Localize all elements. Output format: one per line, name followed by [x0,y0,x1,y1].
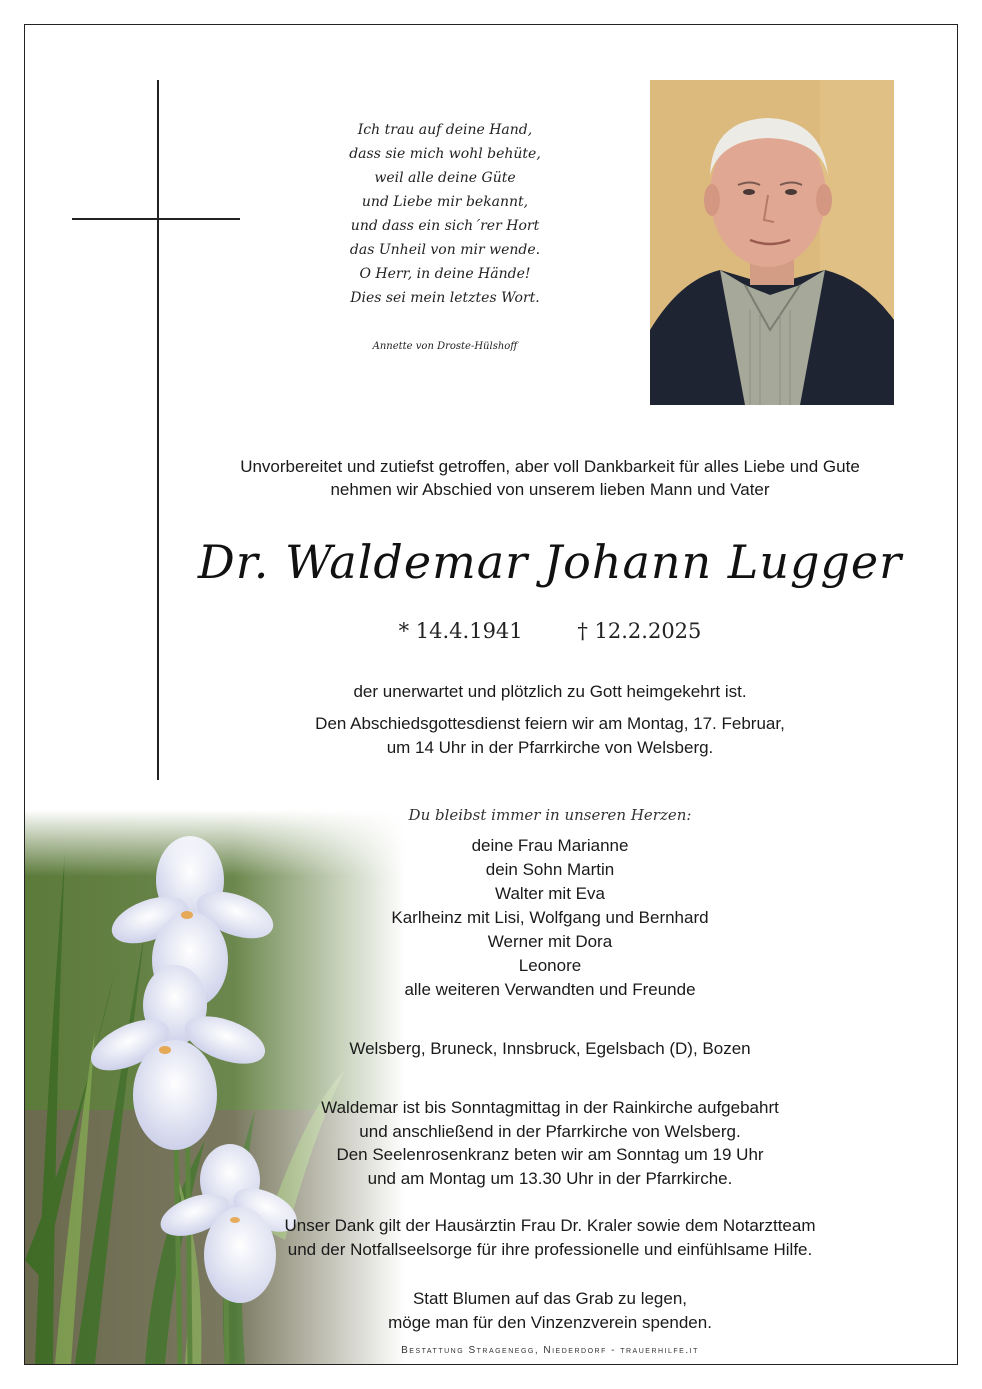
funeral-line-2: um 14 Uhr in der Pfarrkirche von Welsberg. [386,737,714,757]
deceased-name: Dr. Waldemar Johann Lugger [197,535,903,589]
places-list: Welsberg, Bruneck, Innsbruck, Egelsbach (D), Bozen [349,1039,751,1058]
funeral-line-1: Den Abschiedsgottesdienst feiern wir am Montag, 17. Februar, [315,714,785,733]
thanks-line-2: und der Notfallseelsorge für ihre professionelle und einfühlsame Hilfe. [287,1239,813,1259]
intro-line-2: nehmen wir Abschied von unserem lieben Mann und Vater [330,480,770,499]
thanks-line-1: Unser Dank gilt der Hausärztin Frau Dr. Kraler sowie dem Notarztteam [284,1216,816,1235]
passing-statement: der unerwartet und plötzlich zu Gott heimgekehrt ist. [353,682,747,701]
poem-line: weil alle deine Güte [374,170,516,186]
poem-author: Annette von Droste-Hülshoff [372,341,518,352]
mourner-item: deine Frau Marianne [471,836,629,855]
laying-out-line-3: Den Seelenrosenkranz beten wir am Sonntag um 19 Uhr [336,1145,764,1164]
mourner-item: Werner mit Dora [487,932,613,951]
poem-line: und Liebe mir bekannt, [361,194,529,210]
laying-out-line-1: Waldemar ist bis Sonntagmittag in der Rainkirche aufgebahrt [321,1098,779,1117]
mourner-item: Leonore [518,956,582,975]
poem-line: das Unheil von mir wende. [349,242,541,258]
cross-horizontal-bar [72,218,240,220]
laying-out-info [120,1096,980,1190]
mourner-item: dein Sohn Martin [485,860,615,879]
poem-line: dass sie mich wohl behüte, [349,146,541,162]
laying-out-line-2: und anschließend in der Pfarrkirche von Welsberg. [359,1121,741,1141]
funeral-home-footer: Bestattung Stragenegg, Niederdorf - trauerhilfe.it [401,1345,699,1356]
portrait-illustration [650,80,894,405]
mourner-item: alle weiteren Verwandten und Freunde [404,980,696,999]
poem-line: O Herr, in deine Hände! [359,266,531,282]
cross-vertical-bar [157,80,159,780]
laying-out-line-4: und am Montag um 13.30 Uhr in der Pfarrkirche. [367,1168,733,1188]
funeral-service-info [120,712,980,759]
death-date: † 12.2.2025 [577,619,702,643]
poem [300,118,590,354]
life-dates [120,616,980,646]
birth-date: * 14.4.1941 [398,619,523,643]
mourner-item: Karlheinz mit Lisi, Wolfgang und Bernhard [391,908,709,927]
thanks-text [120,1214,980,1261]
mourner-item: Walter mit Eva [495,884,605,903]
poem-line: und dass ein sich´rer Hort [350,218,540,234]
donation-request [120,1287,980,1334]
donation-line-2: möge man für den Vinzenzverein spenden. [388,1312,712,1332]
intro-text [120,455,980,501]
poem-line: Dies sei mein letztes Wort. [350,290,540,306]
mourners-list [120,834,980,1002]
portrait-photo [650,80,894,405]
mourners-heading: Du bleibst immer in unseren Herzen: [408,806,692,824]
intro-line-1: Unvorbereitet und zutiefst getroffen, aber voll Dankbarkeit für alles Liebe und Gute [240,457,860,476]
donation-line-1: Statt Blumen auf das Grab zu legen, [412,1289,688,1308]
poem-line: Ich trau auf deine Hand, [357,122,533,138]
